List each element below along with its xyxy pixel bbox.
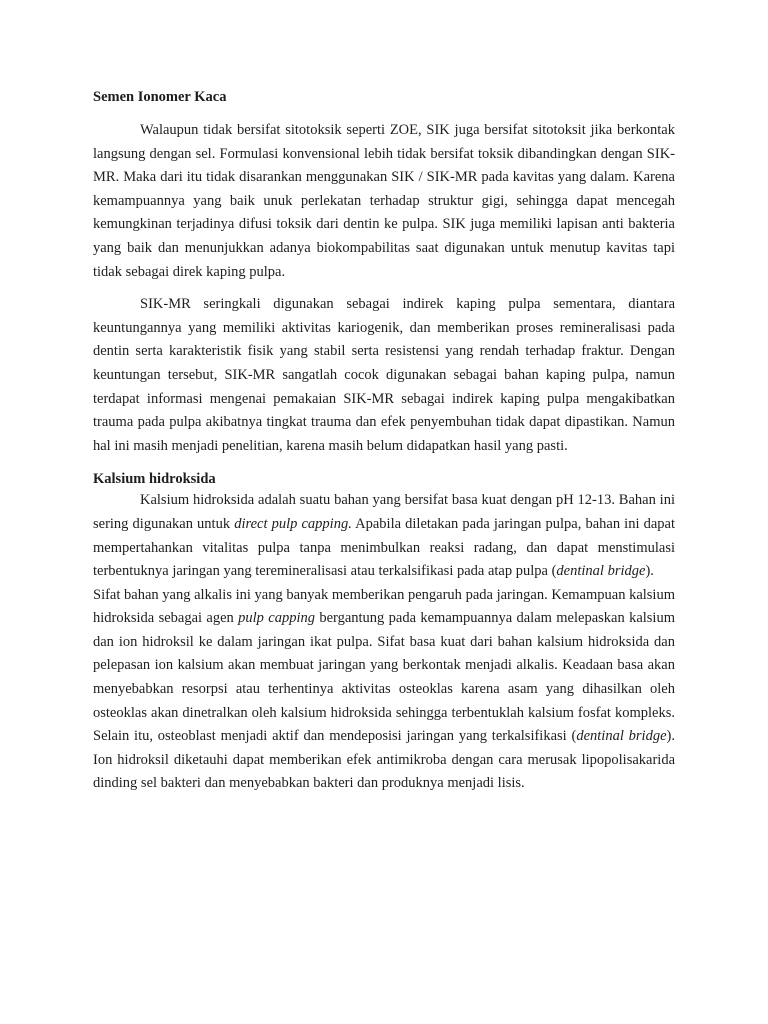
text-run: Sifat bahan yang alkalis ini yang banyak memberikan pengaruh pada jaringan. Kemampuan kalsium hidroksida sebagai agen bbox=[93, 586, 675, 627]
paragraph-kalsium-1 bbox=[93, 489, 675, 583]
italic-term: dentinal bridge bbox=[556, 563, 646, 580]
heading-semen-ionomer-kaca: Semen Ionomer Kaca bbox=[93, 89, 227, 105]
text-run: Kalsium hidroksida adalah suatu bahan yang bersifat basa kuat dengan pH 12-13. Bahan ini sering digunakan untuk bbox=[93, 492, 675, 532]
italic-term: pulp capping bbox=[238, 610, 315, 627]
heading-kalsium-hidroksida: Kalsium hidroksida bbox=[93, 471, 216, 488]
paragraph-sik-2: SIK-MR seringkali digunakan sebagai indirek kaping pulpa sementara, diantara keuntungannya yang memiliki aktivitas kariogenik, dan memberikan proses remineralisasi pada dentin serta karakteristik fisik yang stabil serta resistensi yang rendah terhadap fraktur. Dengan keuntungan tersebut, SIK-MR sangatlah cocok digunakan sebagai bahan kaping pulpa, namun terdapat informasi mengenai pemakaian SIK-MR sebagai indirek kaping pulpa mengakibatkan trauma pada pulpa akibatnya tingkat trauma dan efek penyembuhan tidak dapat dipastikan. Namun hal ini masih menjadi penelitian, karena masih belum didapatkan hasil yang pasti. bbox=[93, 296, 675, 454]
paragraph-kalsium-2 bbox=[93, 584, 675, 796]
text-run: bergantung pada kemampuannya dalam melepaskan kalsium dan ion hidroksil ke dalam jaringan ikat pulpa. Sifat basa kuat dari bahan kalsium hidroksida dan pelepasan ion kalsium akan membuat jaringan yang berkontak menjadi alkalis. Keadaan basa akan menyebabkan resorpsi atau terhentinya aktivitas osteoklas karena asam yang dihasilkan oleh osteoklas akan dinetralkan oleh kalsium hidroksida sehingga terbentuklah kalsium fosfat kompleks. Selain itu, osteoblast menjadi aktif dan mendeposisi jaringan yang terkalsifikasi ( bbox=[93, 610, 675, 745]
paragraph-sik-1: Walaupun tidak bersifat sitotoksik seperti ZOE, SIK juga bersifat sitotoksit jika berkontak langsung dengan sel. Formulasi konvensional lebih tidak bersifat toksik dibandingkan dengan SIK-MR. Maka dari itu tidak disarankan menggunakan SIK / SIK-MR pada kavitas yang dalam. Karena kemampuannya yang baik unuk perlekatan terhadap struktur gigi, sehingga dapat mencegah kemungkinan terjadinya difusi toksik dari dentin ke pulpa. SIK juga memiliki lapisan anti bakteria yang baik dan menunjukkan adanya biokompabilitas saat digunakan untuk menutup kavitas tapi tidak sebagai direk kaping pulpa. bbox=[93, 122, 675, 280]
italic-term: dentinal bridge bbox=[576, 728, 667, 745]
text-run: ). bbox=[645, 563, 654, 580]
document-body bbox=[93, 87, 675, 796]
text-run: Apabila diletakan pada jaringan pulpa, bahan ini dapat mempertahankan vitalitas pulpa tanpa menimbulkan reaksi radang, dan dapat menstimulasi terbentuknya jaringan yang teremineralisasi atau terkalsifikasi pada atap pulpa ( bbox=[93, 515, 675, 580]
text-run: ). Ion hidroksil diketauhi dapat memberikan efek antimikroba dengan cara merusak lipopolisakarida dinding sel bakteri dan menyebabkan bakteri dan produknya menjadi lisis. bbox=[93, 728, 675, 792]
italic-term: direct pulp capping. bbox=[234, 515, 352, 532]
